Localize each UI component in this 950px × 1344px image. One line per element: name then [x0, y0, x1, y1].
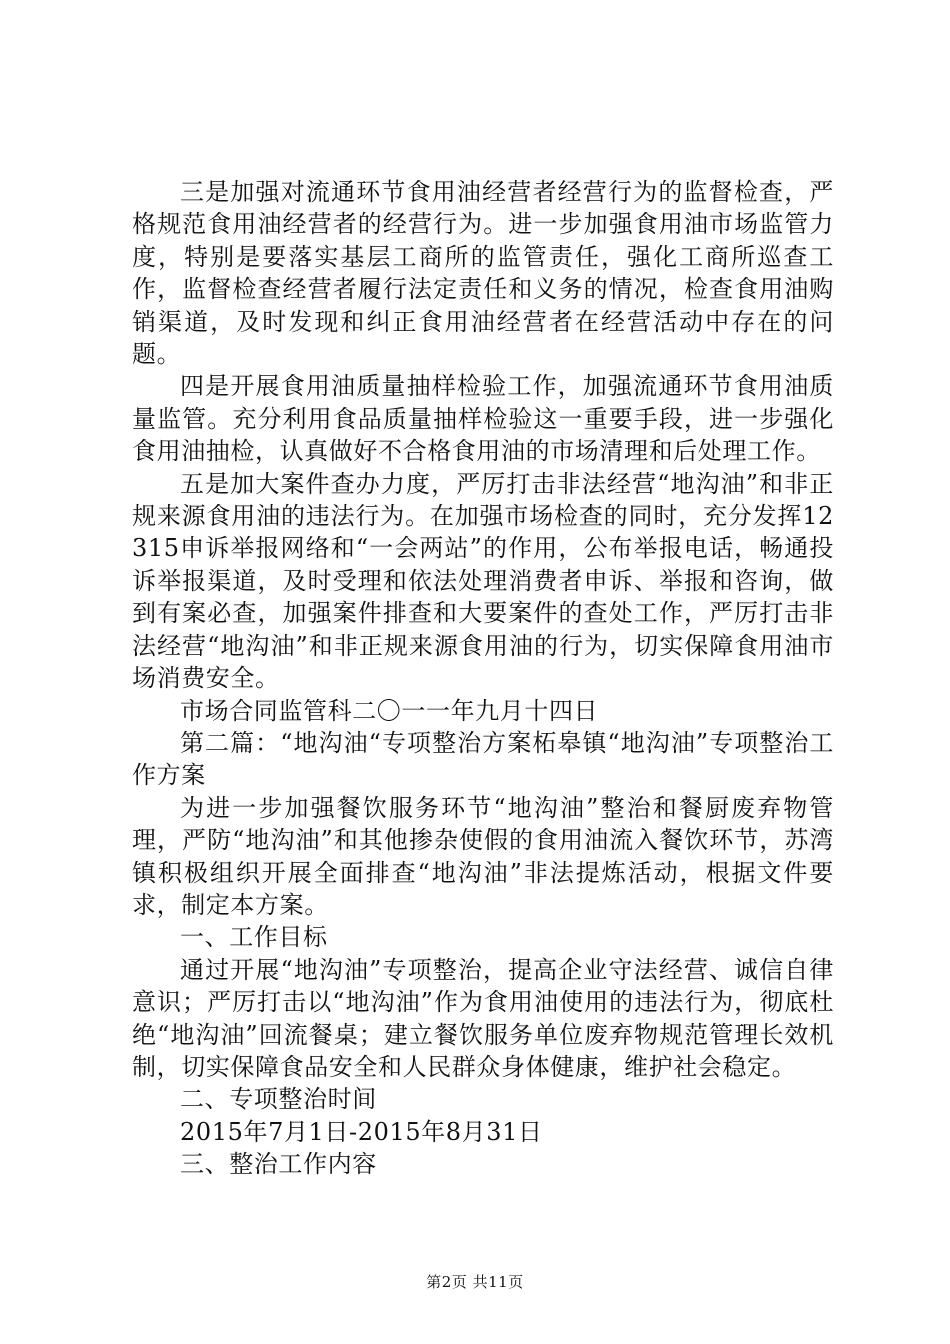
- heading-work-goals: 一、工作目标: [180, 923, 328, 952]
- page-number-footer: 第2页 共11页: [426, 1273, 524, 1291]
- paragraph-work-goals: 通过开展“地沟油”专项整治，提高企业守法经营、诚信自律意识；严厉打击以“地沟油”作为食用油使用的违法行为，彻底杜绝“地沟油”回流餐桌；建立餐饮服务单位废弃物规范管理长效机制，切实保障食品安全和人民群众身体健康，维护社会稳定。: [132, 955, 834, 1081]
- paragraph-supervision-inspection: 三是加强对流通环节食用油经营者经营行为的监督检查，严格规范食用油经营者的经营行为。进一步加强食用油市场监管力度，特别是要落实基层工商所的监管责任，强化工商所巡查工作，监督检查经营者履行法定责任和义务的情况，检查食用油购销渠道，及时发现和纠正食用油经营者在经营活动中存在的问题。: [132, 178, 834, 369]
- paragraph-second-article-title: 第二篇：“地沟油“专项整治方案柘皋镇“地沟油”专项整治工作方案: [132, 728, 834, 790]
- document-body: [132, 176, 834, 1181]
- paragraph-case-investigation: 五是加大案件查办力度，严厉打击非法经营“地沟油”和非正规来源食用油的违法行为。在加强市场检查的同时，充分发挥12315申诉举报网络和“一会两站”的作用，公布举报电话，畅通投诉举报渠道，及时受理和依法处理消费者申诉、举报和咨询，做到有案必查，加强案件排查和大要案件的查处工作，严厉打击非法经营“地沟油”和非正规来源食用油的行为，切实保障食用油市场消费安全。: [132, 469, 834, 693]
- paragraph-plan-intro: 为进一步加强餐饮服务环节“地沟油”整治和餐厨废弃物管理，严防“地沟油”和其他掺杂使假的食用油流入餐饮环节，苏湾镇积极组织开展全面排查“地沟油”非法提炼活动，根据文件要求，制定本方案。: [132, 793, 834, 919]
- paragraph-signature-date: 市场合同监管科二〇一一年九月十四日: [180, 696, 599, 725]
- paragraph-quality-sampling: 四是开展食用油质量抽样检验工作，加强流通环节食用油质量监管。充分利用食品质量抽样检验这一重要手段，进一步强化食用油抽检，认真做好不合格食用油的市场清理和后处理工作。: [132, 372, 834, 466]
- paragraph-rectification-dates: 2015年7月1日-2015年8月31日: [180, 1117, 543, 1146]
- heading-rectification-content: 三、整治工作内容: [180, 1150, 377, 1179]
- heading-rectification-period: 二、专项整治时间: [180, 1085, 377, 1114]
